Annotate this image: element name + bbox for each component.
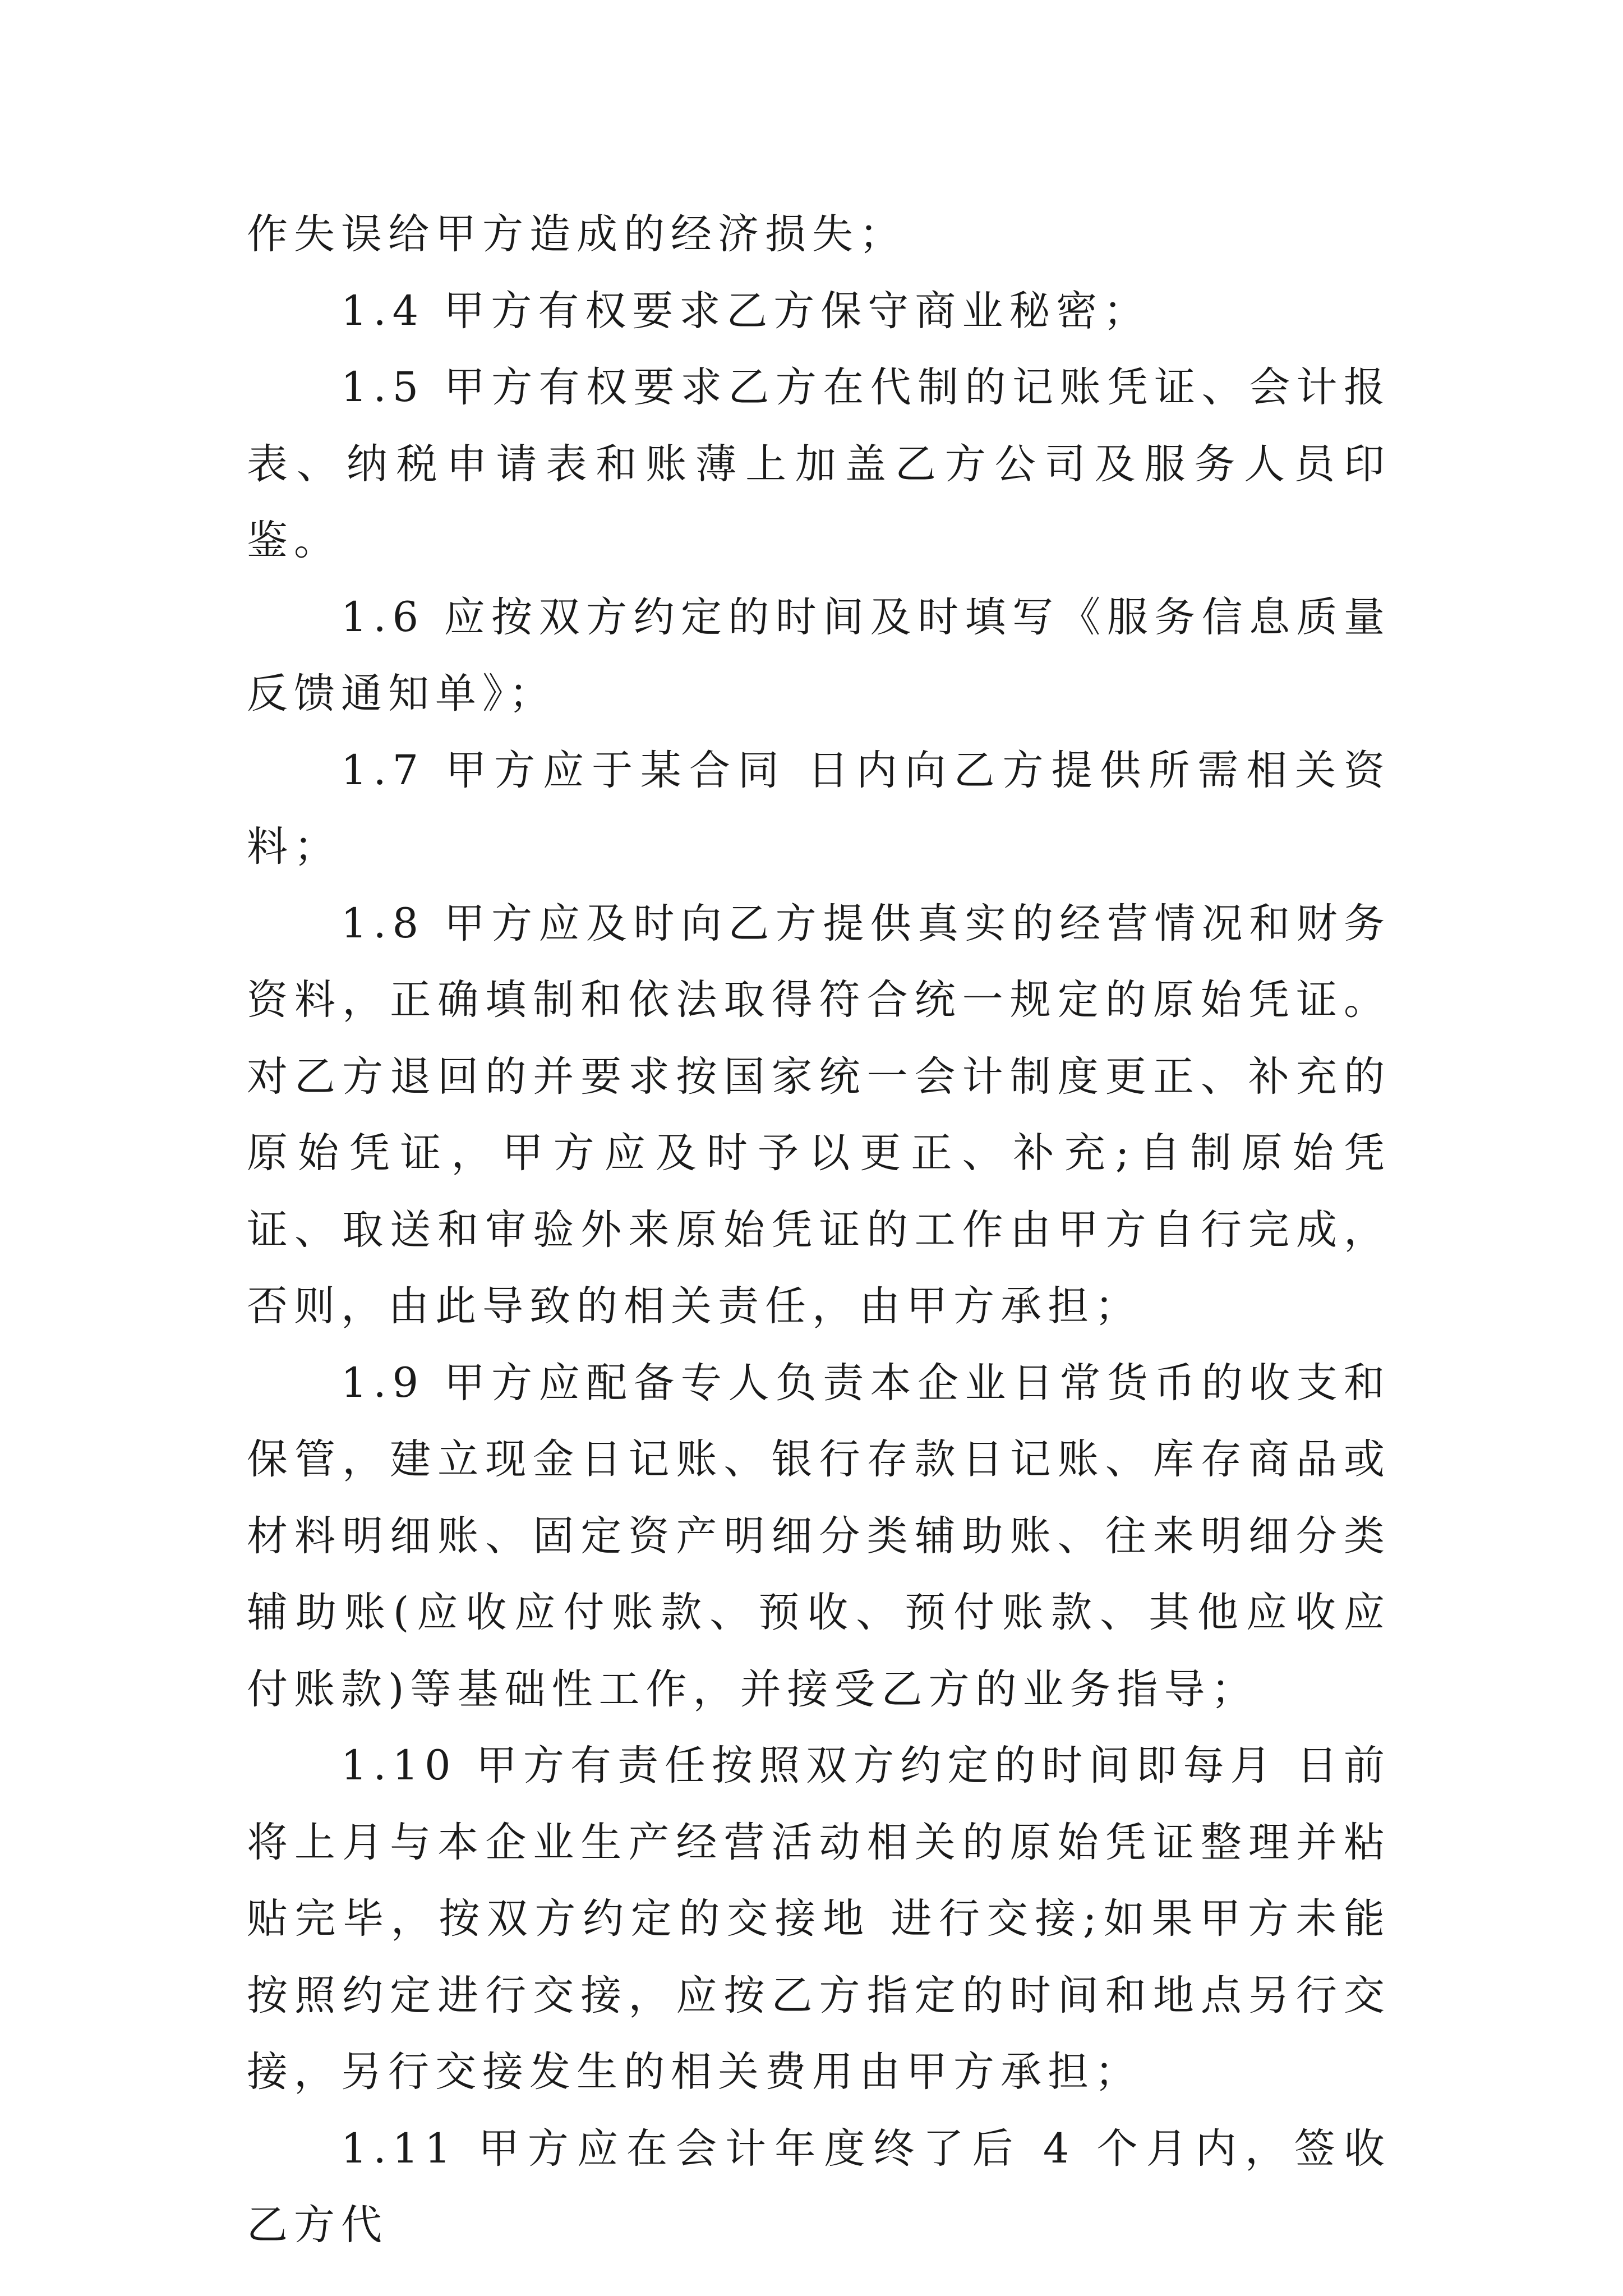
- clause-1-8: 1.8 甲方应及时向乙方提供真实的经营情况和财务资料，正确填制和依法取得符合统一规定的原始凭证。对乙方退回的并要求按国家统一会计制度更正、补充的原始凭证，甲方应及时予以更正、补充;自制原始凭证、取送和审验外来原始凭证的工作由甲方自行完成，否则，由此导致的相关责任，由甲方承担；: [247, 899, 1391, 1330]
- paragraph-continuation: 作失误给甲方造成的经济损失；: [247, 210, 906, 258]
- clause-1-7: 1.7 甲方应于某合同 日内向乙方提供所需相关资料；: [247, 746, 1391, 871]
- clause-1-10: 1.10 甲方有责任按照双方约定的时间即每月 日前将上月与本企业生产经营活动相关的原始凭证整理并粘贴完毕，按双方约定的交接地 进行交接;如果甲方未能按照约定进行交接，应按乙方指定的时间和地点另行交接，另行交接发生的相关费用由甲方承担；: [247, 1742, 1391, 2096]
- document-body: [247, 196, 1391, 2264]
- clause-1-6: 1.6 应按双方约定的时间及时填写《服务信息质量反馈通知单》；: [247, 593, 1391, 717]
- clause-1-5: 1.5 甲方有权要求乙方在代制的记账凭证、会计报表、纳税申请表和账薄上加盖乙方公司及服务人员印鉴。: [247, 364, 1391, 564]
- clause-1-9: 1.9 甲方应配备专人负责本企业日常货币的收支和保管，建立现金日记账、银行存款日记账、库存商品或材料明细账、固定资产明细分类辅助账、往来明细分类辅助账(应收应付账款、预收、预付账款、其他应收应付账款)等基础性工作，并接受乙方的业务指导；: [247, 1359, 1391, 1713]
- clause-1-11: 1.11 甲方应在会计年度终了后 4 个月内，签收乙方代: [247, 2124, 1391, 2249]
- clause-1-4: 1.4 甲方有权要求乙方保守商业秘密；: [341, 287, 1151, 335]
